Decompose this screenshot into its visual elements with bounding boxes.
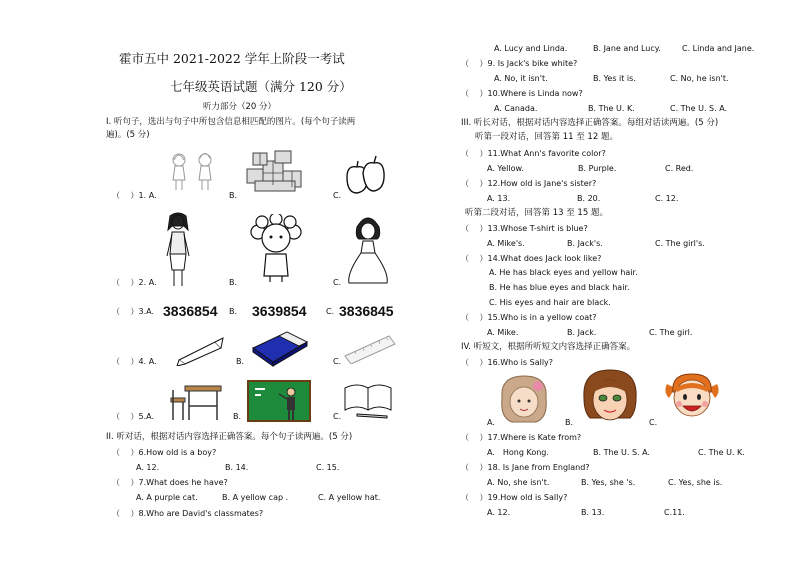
blackboard-teacher-image <box>247 380 311 422</box>
question-15: （ ）15.Who is in a yellow coat? <box>461 313 597 322</box>
book-pencil-image <box>343 380 393 420</box>
question-7: （ ）7.What does he have? <box>112 478 228 487</box>
q18-option-a: A. No, she isn't. <box>487 478 550 487</box>
q15-option-c: C. The girl. <box>649 328 693 337</box>
question-2: （ ）2. A. <box>112 278 157 287</box>
question-4: （ ）4. A. <box>112 357 157 366</box>
section1-instruction: I. 听句子，选出与句子中所包含信息相匹配的图片。(每个句子读两 <box>106 117 356 127</box>
q16-option-c: C. <box>649 418 658 427</box>
q8-option-c: C. Linda and Jane. <box>682 44 755 53</box>
option-b-label: B. <box>229 307 238 316</box>
section4-instruction: IV. 听短文，根据所听短文内容选择正确答案。 <box>461 342 636 352</box>
apples-image <box>343 153 387 197</box>
q11-option-a: A. Yellow. <box>487 164 524 173</box>
q13-option-a: A. Mike's. <box>487 239 525 248</box>
q12-option-b: B. 20. <box>577 194 601 203</box>
option-b-label: B. <box>229 278 238 287</box>
option-b-label: B. <box>236 357 245 366</box>
eraser-image <box>247 328 311 368</box>
q12-option-c: C. 12. <box>655 194 679 203</box>
question-16: （ ）16.Who is Sally? <box>461 358 554 367</box>
phone-number-c: 3836845 <box>339 303 394 319</box>
question-8: （ ）8.Who are David's classmates? <box>112 509 264 518</box>
phone-number-b: 3639854 <box>252 303 307 319</box>
desk-chair-image <box>167 382 223 422</box>
question-5: （ ）5.A. <box>112 412 155 421</box>
q8-option-b: B. Jane and Lucy. <box>593 44 661 53</box>
question-14: （ ）14.What does Jack look like? <box>461 254 602 263</box>
option-c-label: C. <box>326 307 335 316</box>
q17-option-b: B. The U. S. A. <box>593 448 650 457</box>
q14-option-a: A. He has black eyes and yellow hair. <box>489 268 638 277</box>
question-11: （ ）11.What Ann's favorite color? <box>461 149 606 158</box>
q16-option-a: A. <box>487 418 495 427</box>
q10-option-c: C. The U. S. A. <box>670 104 728 113</box>
section3-part2: 听第二段对话，回答第 13 至 15 题。 <box>465 208 608 218</box>
question-9: （ ）9. Is Jack's bike white? <box>461 59 578 68</box>
ruler-image <box>343 334 397 364</box>
q11-option-c: C. Red. <box>665 164 694 173</box>
q19-option-a: A. 12. <box>487 508 511 517</box>
q14-option-b: B. He has blue eyes and black hair. <box>489 283 630 292</box>
section2-instruction: II. 听对话，根据对话内容选择正确答案。每个句子读两遍。(5 分) <box>106 432 353 442</box>
q6-option-b: B. 14. <box>225 463 249 472</box>
option-b-label: B. <box>229 191 238 200</box>
q15-option-b: B. Jack. <box>567 328 597 337</box>
q7-option-c: C. A yellow hat. <box>318 493 381 502</box>
sally-option-a-image <box>496 372 552 424</box>
exam-subtitle: 七年级英语试题（满分 120 分） <box>170 79 352 94</box>
option-c-label: C. <box>333 412 342 421</box>
q6-option-a: A. 12. <box>136 463 160 472</box>
q9-option-c: C. No, he isn't. <box>670 74 729 83</box>
question-1: （ ）1. A. <box>112 191 157 200</box>
slim-girl-image <box>162 212 194 288</box>
dress-girl-image <box>343 213 393 287</box>
section1-instruction-cont: 遍)。(5 分) <box>106 130 150 140</box>
q10-option-b: B. The U. K. <box>588 104 635 113</box>
sally-option-b-image <box>580 368 640 426</box>
q10-option-a: A. Canada. <box>494 104 538 113</box>
q9-option-b: B. Yes it is. <box>593 74 636 83</box>
q9-option-a: A. No, it isn't. <box>494 74 548 83</box>
question-19: （ ）19.How old is Sally? <box>461 493 568 502</box>
q6-option-c: C. 15. <box>316 463 340 472</box>
pencil-image <box>175 336 225 366</box>
question-12: （ ）12.How old is Jane's sister? <box>461 179 597 188</box>
curly-hair-girl-image <box>248 214 304 284</box>
q11-option-b: B. Purple. <box>578 164 617 173</box>
option-c-label: C. <box>333 278 342 287</box>
question-6: （ ）6.How old is a boy? <box>112 448 217 457</box>
question-17: （ ）17.Where is Kate from? <box>461 433 582 442</box>
question-10: （ ）10.Where is Linda now? <box>461 89 583 98</box>
q13-option-b: B. Jack's. <box>567 239 603 248</box>
section3-instruction: III. 听长对话，根据对话内容选择正确答案。每组对话读两遍。(5 分) <box>461 118 719 128</box>
q12-option-a: A. 13. <box>487 194 511 203</box>
q7-option-a: A. A purple cat. <box>136 493 198 502</box>
q17-option-c: C. The U. K. <box>698 448 745 457</box>
q17-option-a: A. Hong Kong. <box>487 448 549 457</box>
q14-option-c: C. His eyes and hair are black. <box>489 298 611 307</box>
question-13: （ ）13.Whose T-shirt is blue? <box>461 224 588 233</box>
q15-option-a: A. Mike. <box>487 328 519 337</box>
section3-part1: 听第一段对话，回答第 11 至 12 题。 <box>475 132 618 142</box>
q16-option-b: B. <box>565 418 574 427</box>
q18-option-c: C. Yes, she is. <box>668 478 723 487</box>
option-b-label: B. <box>233 412 242 421</box>
exam-title: 霍市五中 2021-2022 学年上阶段一考试 <box>119 51 345 66</box>
dolls-image <box>167 150 223 192</box>
option-c-label: C. <box>333 357 342 366</box>
sally-option-c-image <box>661 370 723 424</box>
listening-heading: 听力部分（20 分） <box>203 102 277 112</box>
question-3: （ ）3.A. <box>112 307 155 316</box>
q19-option-b: B. 13. <box>581 508 605 517</box>
q8-option-a: A. Lucy and Linda. <box>494 44 568 53</box>
question-18: （ ）18. Is Jane from England? <box>461 463 590 472</box>
phone-number-a: 3836854 <box>163 303 218 319</box>
option-c-label: C. <box>333 191 342 200</box>
q7-option-b: B. A yellow cap . <box>222 493 289 502</box>
q13-option-c: C. The girl's. <box>655 239 705 248</box>
q19-option-c: C.11. <box>664 508 685 517</box>
q18-option-b: B. Yes, she 's. <box>581 478 636 487</box>
gift-boxes-image <box>245 149 305 193</box>
